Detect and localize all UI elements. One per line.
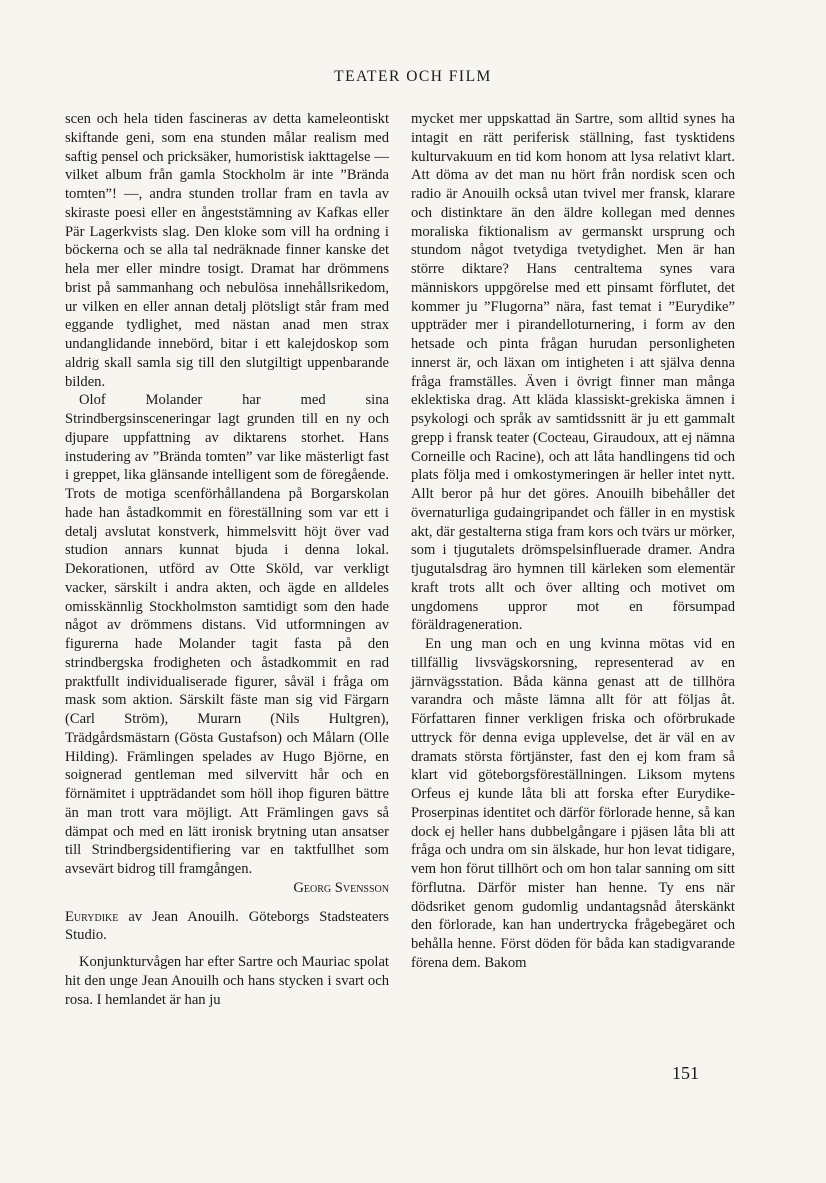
right-paragraph-1: mycket mer uppskattad än Sartre, som alltid synes ha intagit en rätt periferisk ställning, fast tysktidens kulturvakuum en tid kom honom att lysa relativt klart. Att döma av det man nu hört från nordisk scen och radio är Anouilh också utan tvivel mer fransk, klarare och distinktare än den äldre kollegan med dennes moraliska fiktionalism av germanskt ursprung och stundom något tvetydiga tvetydighet. Men är han större diktare? Hans centraltema synes vara människors uppgörelse med ett pinsamt förflutet, det kommer ju ”Flugorna” nära, fast temat i ”Eurydike” uppträder mer i pirandelloturnering, i form av den hetsade och pinta frågan hurudan personligheten innerst är, och läxan om intigheten i att själva denna fråga framställes. Även i övrigt finner man många eklektiska drag. Att kläda klassiskt-grekiska ämnen i psykologi och språk av samtidssnitt är ju ett gammalt grepp i fransk teater (Cocteau, Giraudoux, att ej nämna Corneille och Racine), och att låta handlingens tid och plats följa med i omkostymeringen är heller intet nytt. Allt beror på hur det göres. Anouilh bibehåller det övernaturliga gudaingripandet och fäller in en mystisk akt, där gestalterna stiga fram kors och tvärs ur mörker, som i tjugutalets drömspelsinfluerade dramer. Andra tjugutalsdrag äro hymnen till kärleken som elementär kraft trots allt och över allting och motivet om ungdomens uppror mot en försumpad föräldrageneration. <box>411 111 735 634</box>
review-heading <box>65 908 389 946</box>
page-number: 151 <box>672 1063 699 1083</box>
left-paragraph-2 <box>65 391 389 897</box>
author-signature: Georg Svensson <box>293 879 389 896</box>
right-column <box>411 110 735 973</box>
review-title: Eurydike <box>65 908 119 925</box>
left-paragraph-3: Konjunkturvågen har efter Sartre och Mauriac spolat hit den unge Jean Anouilh och hans stycken i svart och rosa. I hemlandet är han ju <box>65 954 389 1008</box>
review-subtitle: av Jean Anouilh. Göteborgs Stadsteaters Studio. <box>65 908 389 944</box>
right-paragraph-2: En ung man och en ung kvinna mötas vid en tillfällig livsvägskorsning, representerad av en järnvägsstation. Båda känna genast att de tillhöra varandra och måste lämna allt för att följas åt. Författaren finner verkligen friska och oförbrukade uttryck för denna eviga upplevelse, det är väl en av dramats största förtjänster, fast den ej kom fram så klart vid göteborgsföreställningen. Liksom mytens Orfeus ej kunde låta bli att forska efter Eurydike-Proserpinas identitet och därför förlorade henne, så kan dock ej heller hans dubbelgångare i pjäsen låta bli att fråga och undra om sin älskade, hur hon levat tidigare, vem hon förut tillhört och om hon talar sanning om sitt förflutna. Därför mister han henne. Ty ens när dödsriket genom gudomlig undantagsnåd återskänkt den förlorade, kan han undertrycka frågebegäret och behålla henne. Först döden för båda kan stadigvarande förena dem. Bakom <box>411 636 735 971</box>
running-header: TEATER OCH FILM <box>334 68 492 85</box>
left-column <box>65 110 389 1009</box>
left-paragraph-2-text: Olof Molander har med sina Strindbergsinsceneringar lagt grunden till en ny och djupare uppfattning av diktarens storhet. Hans instudering av ”Brända tomten” var like mästerligt fast i greppet, lika glänsande intelligent som de föregående. Trots de motiga scenförhållandena på Borgarskolan hade han åstadkommit en föreställning som var ett i detalj avslutat konstverk, himmelsvitt höjt över vad studion annars kunnat bjuda i denna lokal. Dekorationen, utförd av Otte Sköld, var verkligt vacker, särskilt i andra akten, och ägde en alldeles omisskännlig Stockholmston samtidigt som den hade något av drömmens distans. Vid utformningen av figurerna hade Molander tagit fasta på den strindbergska frodigheten och åstadkommit en rad praktfullt individualiserade figurer, såväl i fråga om mask som aktion. Särskilt fäste man sig vid Färgarn (Carl Ström), Murarn (Nils Hultgren), Trädgårdsmästarn (Gösta Gustafson) och Målarn (Olle Hilding). Främlingen spelades av Hugo Björne, en soignerad gentleman med silvervitt hår och en förnämitet i uppträdandet som höll ihop figuren bättre än man trott vara möjligt. Att Främlingen gavs så dämpat och med en lätt ironisk brytning utan ansatser till Strindbergsidentifiering var en taktfullhet som avsevärt bidrog till framgången. <box>65 392 389 877</box>
left-paragraph-1: scen och hela tiden fascineras av detta kameleontiskt skiftande geni, som ena stunden målar realism med saftig pensel och pricksäker, humoristisk iakttagelse — vilket album från gamla Stockholm är inte ”Brända tomten”! —, andra stunden trollar fram en tavla av skiraste poesi eller en ångeststämning av Kafkas eller Pär Lagerkvists slag. Den kloke som vill ha ordning i böckerna och se alla tal nedräknade finner kanske det hela mer eller mindre tosigt. Dramat har drömmens brist på sammanhang och nebulösa innehållsrikedom, ur vilken en eller annan detalj plötsligt står fram med eggande tydlighet, med nästan anad men strax undanglidande innebörd, bitar i ett kalejdoskop som aldrig skall samla sig till den slutgiltigt uppenbarande bilden. <box>65 111 389 390</box>
